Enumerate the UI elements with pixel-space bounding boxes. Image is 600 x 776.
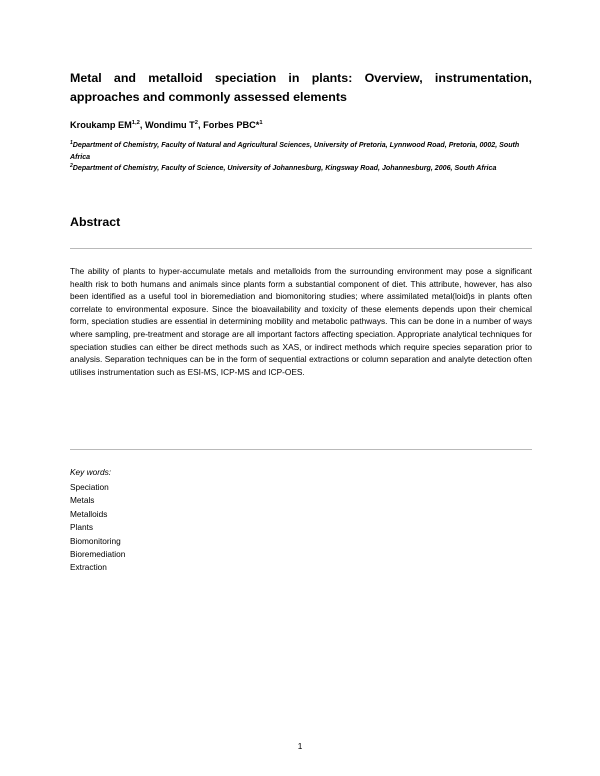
keyword-item: Biomonitoring [70, 535, 121, 546]
author-affiliation-mark: 2 [194, 120, 199, 126]
author-separator: , [139, 120, 145, 130]
abstract-top-divider [70, 248, 532, 249]
keyword-item: Speciation [70, 482, 109, 492]
author-list [70, 119, 532, 132]
author-name: Kroukamp EM [70, 120, 132, 130]
author-affiliation-mark: 1 [259, 120, 263, 126]
keyword-item: Bioremediation [70, 549, 126, 560]
keyword-item: Metals [70, 495, 95, 506]
abstract-bottom-divider [70, 449, 532, 450]
abstract-heading: Abstract [70, 215, 121, 229]
keyword-list [70, 481, 125, 575]
affiliation-list [70, 140, 532, 175]
author [70, 120, 145, 130]
affiliation [70, 163, 532, 175]
page-number: 1 [297, 741, 303, 751]
author-affiliation-mark: 1,2 [131, 120, 140, 126]
keywords-heading: Key words: [70, 467, 112, 477]
keyword-item: Extraction [70, 562, 107, 573]
keyword-item: Plants [70, 522, 94, 533]
abstract-text: The ability of plants to hyper-accumulate metals and metalloids from the surrounding environment may pose a significant health risk to both humans and animals since plants form a substantial component of diet. This attribute, however, has also been identified as a useful tool in bioremediation and biomonitoring studies; where assimilated metal(loid)s in plants often correlate to environmental exposure. Since the bioavailability and toxicity of these elements depends upon their chemical form, speciation studies are essential in determining mobility and metabolic pathways. This can be done in a number of ways where sampling, pre-treatment and storage are all important factors affecting speciation. Appropriate analytical techniques for speciation studies can either be direct methods such as XAS, or indirect methods which require species separation prior to analysis. Separation techniques can be in the form of sequential extractions or column separation and analyte detection often utilises instrumentation such as ESI-MS, ICP-MS and ICP-OES. [70, 266, 532, 377]
affiliation [70, 140, 532, 163]
affiliation-mark: 2 [70, 163, 73, 169]
author [145, 120, 203, 130]
author-separator: , [198, 120, 204, 130]
affiliation-text: Department of Chemistry, Faculty of Natural and Agricultural Sciences, University of Pretoria, Lynnwood Road, Pretoria, 0002, South Africa [70, 141, 520, 161]
author [203, 120, 262, 130]
author-name: Forbes PBC* [203, 120, 260, 130]
affiliation-text: Department of Chemistry, Faculty of Science, University of Johannesburg, Kingsway Road, Johannesburg, 2006, South Africa [72, 164, 497, 172]
keyword-item: Metalloids [70, 508, 108, 519]
author-name: Wondimu T [144, 120, 195, 130]
paper-title: Metal and metalloid speciation in plants: Overview, instrumentation, approaches and commonly assessed elements [70, 71, 532, 104]
affiliation-mark: 1 [70, 140, 73, 146]
